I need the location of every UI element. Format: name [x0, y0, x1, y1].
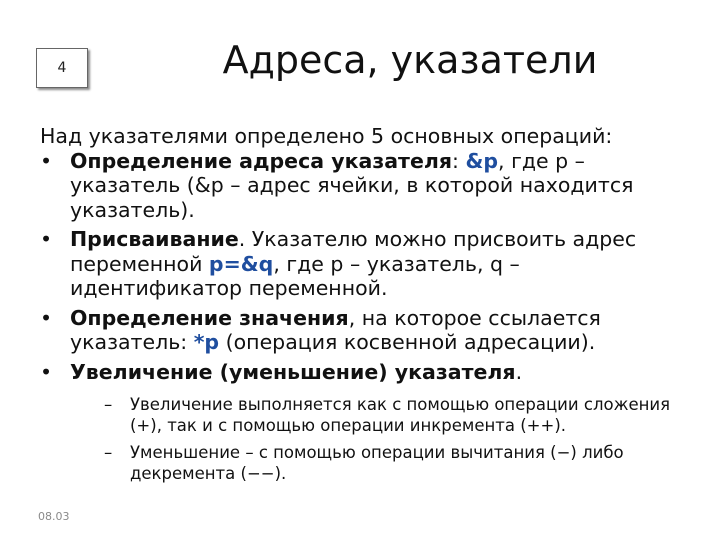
sub-list	[70, 394, 690, 484]
bullet-term: Определение адреса указателя	[70, 148, 453, 173]
footer-date: 08.03	[38, 510, 70, 523]
bullet-icon: •	[40, 305, 53, 330]
slide-content	[40, 124, 690, 490]
code-snippet: p=&q	[208, 251, 274, 276]
bullet-icon: •	[40, 359, 53, 384]
intro-text: Над указателями определено 5 основных операций:	[40, 124, 613, 148]
bullet-term: Определение значения	[70, 305, 349, 330]
bullet-text: , на которое ссылается указатель:	[70, 305, 601, 354]
sub-bullet-text: Увеличение выполняется как с помощью операции сложения (+), так и с помощью операции инкремента (++).	[130, 395, 671, 435]
bullet-text: , где p – указатель, q – идентификатор переменной.	[70, 251, 520, 300]
sub-list-item	[70, 394, 690, 436]
code-snippet: &p	[465, 148, 499, 173]
bullet-term: Увеличение (уменьшение) указателя	[70, 359, 516, 384]
list-item	[40, 227, 690, 301]
bullet-term: Присваивание	[70, 227, 239, 251]
dash-icon: –	[104, 443, 113, 462]
sub-bullet-text: Уменьшение – с помощью операции вычитания (−) либо декремента (−−).	[130, 443, 624, 483]
bullet-text: , где p – указатель (&p – адрес ячейки, в которой находится указатель).	[70, 148, 634, 222]
slide-title: Адреса, указатели	[222, 38, 598, 82]
list-item	[40, 149, 690, 223]
list-item	[40, 360, 690, 485]
code-snippet: *p	[193, 330, 220, 354]
list-item	[40, 306, 690, 355]
operations-list	[40, 149, 690, 485]
bullet-text: .	[515, 359, 523, 384]
bullet-text: (операция косвенной адресации).	[219, 330, 596, 354]
slide-number-box	[36, 48, 88, 88]
bullet-icon: •	[40, 148, 53, 173]
sub-list-item	[70, 442, 690, 484]
dash-icon: –	[104, 395, 113, 414]
bullet-text: :	[452, 148, 466, 173]
slide-number: 4	[57, 60, 67, 76]
bullet-text: . Указателю можно присвоить адрес переменной	[70, 227, 637, 276]
bullet-icon: •	[40, 227, 53, 251]
